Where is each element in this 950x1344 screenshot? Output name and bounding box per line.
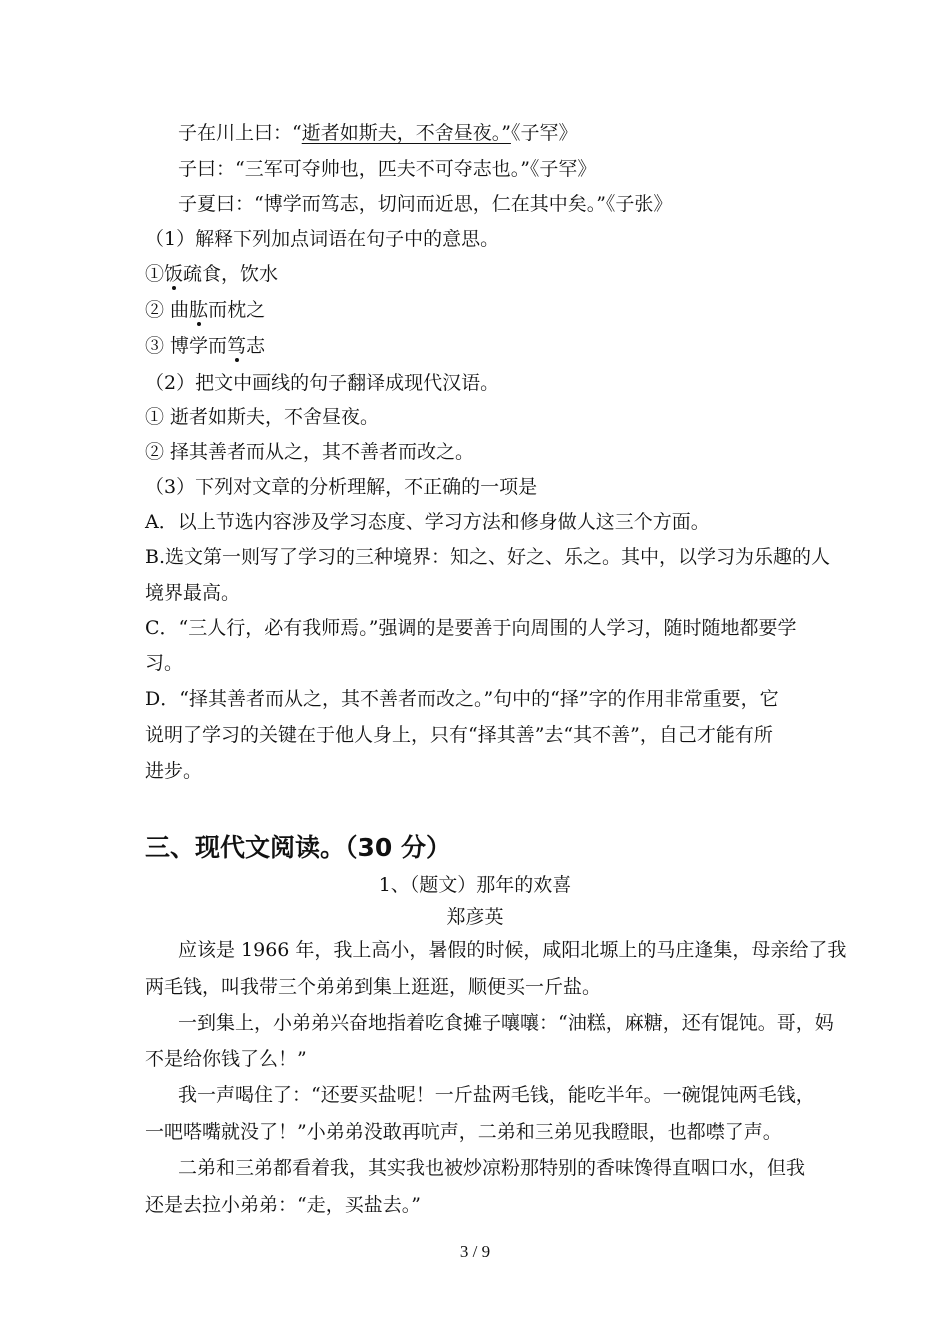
section-heading: 三、现代文阅读。（30 分） [145, 833, 451, 862]
question-2-stem: （2）把文中画线的句子翻译成现代汉语。 [145, 372, 500, 394]
question-1-item-3 [145, 333, 265, 359]
text: 疏食，饮水 [183, 263, 279, 285]
classics-line-3: 子夏曰：“博学而笃志，切问而近思，仁在其中矣。”《子张》 [178, 193, 673, 215]
option-a: A．以上节选内容涉及学习态度、学习方法和修身做人这三个方面。 [145, 511, 710, 533]
page-number: 3 / 9 [459, 1242, 491, 1261]
question-2-item-2: ② 择其善者而从之，其不善者而改之。 [145, 441, 475, 463]
option-b-line-2: 境界最高。 [145, 582, 241, 604]
paragraph-3-line-2: 一吧嗒嘴就没了！”小弟弟没敢再吭声，二弟和三弟见我瞪眼，也都噤了声。 [145, 1121, 782, 1143]
text: ① [145, 263, 165, 285]
paragraph-4-line-2: 还是去拉小弟弟：“走，买盐去。” [145, 1194, 421, 1216]
classics-line-1 [178, 120, 577, 146]
underlined-sentence: 逝者如斯夫，不舍昼夜。” [301, 122, 511, 144]
question-1-stem: （1）解释下列加点词语在句子中的意思。 [145, 228, 500, 250]
text: ② 曲 [145, 299, 190, 321]
article-author: 郑彦英 [446, 906, 504, 928]
option-c-line-2: 习。 [145, 652, 184, 674]
classics-line-2: 子曰：“三军可夺帅也，匹夫不可夺志也。”《子罕》 [178, 158, 597, 180]
paragraph-3-line-1: 我一声喝住了：“还要买盐呢！一斤盐两毛钱，能吃半年。一碗馄饨两毛钱， [178, 1084, 815, 1106]
question-1-item-2 [145, 297, 265, 323]
option-c-line-1: C．“三人行，必有我师焉。”强调的是要善于向周围的人学习，随时随地都要学 [145, 617, 797, 639]
paragraph-4-line-1: 二弟和三弟都看着我，其实我也被炒凉粉那特别的香味馋得直咽口水，但我 [178, 1157, 806, 1179]
paragraph-1-line-2: 两毛钱，叫我带三个弟弟到集上逛逛，顺便买一斤盐。 [145, 976, 602, 998]
question-3-stem: （3）下列对文章的分析理解，不正确的一项是 [145, 476, 538, 498]
option-b-line-1: B.选文第一则写了学习的三种境界：知之、好之、乐之。其中，以学习为乐趣的人 [145, 546, 831, 568]
text: 子在川上曰：“ [178, 122, 302, 144]
paragraph-2-line-1: 一到集上，小弟弟兴奋地指着吃食摊子嚷嚷：“油糕，麻糖，还有馄饨。哥，妈 [178, 1012, 834, 1034]
text: 志 [246, 335, 266, 357]
question-1-item-1 [145, 261, 278, 287]
text: ③ 博学而 [145, 335, 228, 357]
text: 《子罕》 [510, 122, 578, 144]
text: 而枕之 [208, 299, 266, 321]
option-d-line-2: 说明了学习的关键在于他人身上，只有“择其善”去“其不善”，自己才能有所 [145, 724, 773, 746]
dotted-word: 肱 [189, 299, 209, 321]
dotted-word: 笃 [227, 335, 247, 357]
option-d-line-3: 进步。 [145, 760, 203, 782]
paragraph-1-line-1: 应该是 1966 年，我上高小，暑假的时候，咸阳北塬上的马庄逢集，母亲给了我 [178, 939, 847, 961]
article-title: 1、（题文）那年的欢喜 [378, 874, 572, 896]
paragraph-2-line-2: 不是给你钱了么！” [145, 1048, 307, 1070]
option-d-line-1: D．“择其善者而从之，其不善者而改之。”句中的“择”字的作用非常重要，它 [145, 688, 779, 710]
question-2-item-1: ① 逝者如斯夫，不舍昼夜。 [145, 406, 380, 428]
dotted-word: 饭 [164, 263, 184, 285]
